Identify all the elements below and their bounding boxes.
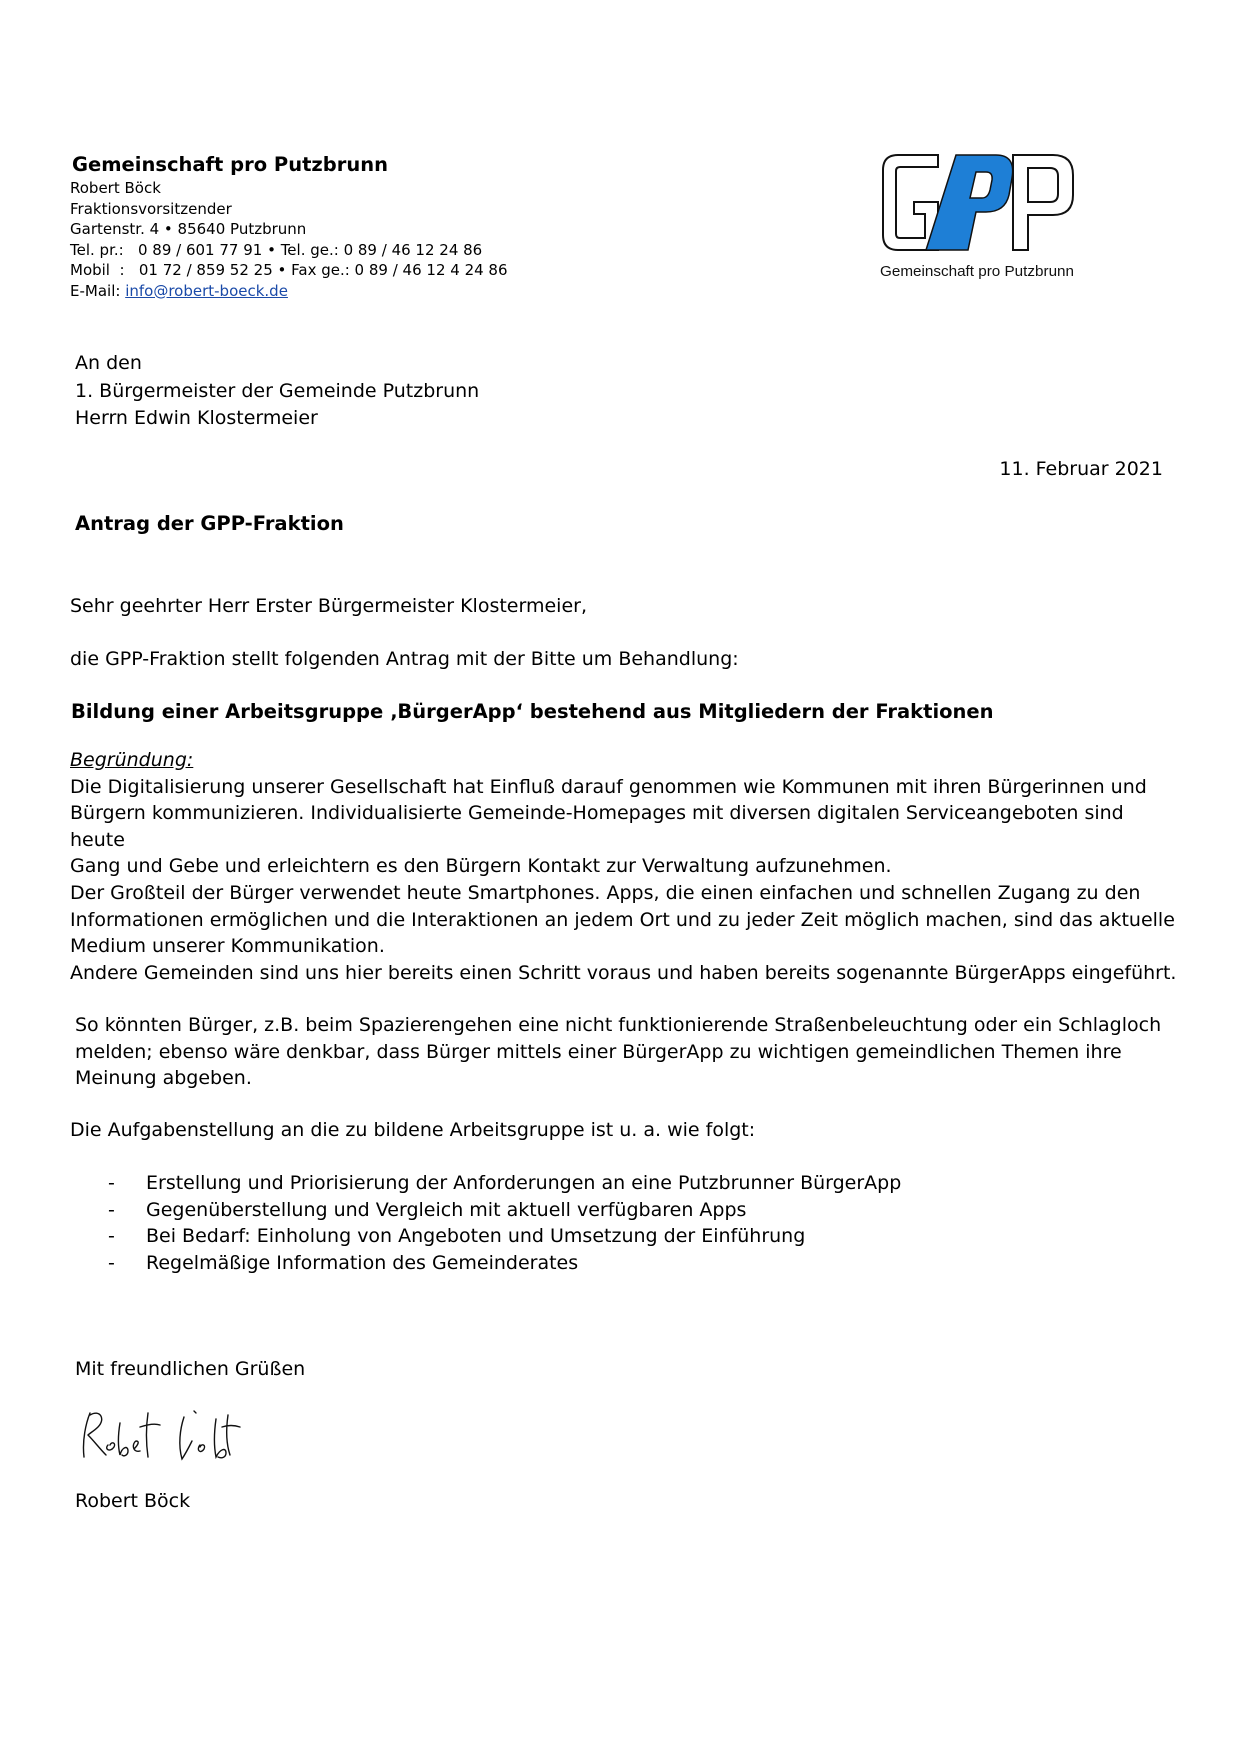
text-line: So könnten Bürger, z.B. beim Spazierengehen eine nicht funktionierende Straßenbeleuchtung oder ein Schlagloch [75,1014,1162,1036]
text-line: Meinung abgeben. [75,1067,252,1089]
paragraph-examples [75,1012,1185,1092]
recipient-line: Herrn Edwin Klostermeier [75,407,318,429]
text-line: Bürgern kommunizieren. Individualisierte Gemeinde-Homepages mit diversen digitalen Serviceangeboten sind heute [70,802,1124,851]
email-link[interactable]: info@robert-boeck.de [125,281,288,300]
intro-sentence: die GPP-Fraktion stellt folgenden Antrag mit der Bitte um Behandlung: [70,648,739,670]
begruendung-label: Begründung: [70,749,194,771]
list-item [108,1250,901,1277]
list-item-text: Bei Bedarf: Einholung von Angeboten und Umsetzung der Einführung [146,1225,806,1247]
list-item [108,1170,901,1197]
letter-date: 11. Februar 2021 [999,458,1163,480]
text-line: melden; ebenso wäre denkbar, dass Bürger mittels einer BürgerApp zu wichtigen gemeindlichen Themen ihre [75,1040,1122,1063]
list-item [108,1197,901,1224]
letter-heading: Antrag der GPP-Fraktion [75,512,344,535]
logo-letter-p-outline [1013,155,1073,250]
list-item-text: Erstellung und Priorisierung der Anforderungen an eine Putzbrunner BürgerApp [146,1172,902,1194]
list-bullet: - [108,1225,115,1247]
task-list [108,1170,901,1276]
sender-organization: Gemeinschaft pro Putzbrunn [72,153,388,176]
text-line: Medium unserer Kommunikation. [70,935,385,957]
sender-email-line [70,281,508,302]
list-item-text: Regelmäßige Information des Gemeinderates [146,1251,579,1274]
sender-street: Gartenstr. 4 • 85640 Putzbrunn [70,220,307,238]
closing-phrase: Mit freundlichen Grüßen [75,1358,306,1380]
list-bullet: - [108,1251,115,1274]
text-line: Die Digitalisierung unserer Gesellschaft hat Einfluß darauf genommen wie Kommunen mit ihren Bürgerinnen und [70,775,1147,798]
list-item [108,1223,901,1250]
signer-name: Robert Böck [75,1490,191,1512]
subject-line: Bildung einer Arbeitsgruppe ‚BürgerApp‘ bestehend aus Mitgliedern der Fraktionen [71,700,994,723]
sender-phone: Tel. pr.: 0 89 / 601 77 91 • Tel. ge.: 0 89 / 46 12 24 86 [70,240,483,259]
sender-mobile: Mobil : 01 72 / 859 52 25 • Fax ge.: 0 89 / 46 12 4 24 86 [70,261,508,279]
handwritten-signature [76,1405,246,1470]
text-line: Andere Gemeinden sind uns hier bereits einen Schritt voraus und haben bereits sogenannte BürgerApps eingeführt. [70,961,1177,984]
list-item-text: Gegenüberstellung und Vergleich mit aktuell verfügbaren Apps [146,1198,747,1221]
sender-role: Fraktionsvorsitzender [70,199,232,218]
recipient-address [75,350,479,433]
paragraph-smartphones [70,880,1180,986]
email-label: E-Mail: [70,281,126,300]
gpp-logo [878,150,1078,285]
list-bullet: - [108,1198,115,1221]
list-bullet: - [108,1172,115,1194]
text-line: Der Großteil der Bürger verwendet heute Smartphones. Apps, die einen einfachen und schnellen Zugang zu den [70,882,1141,904]
recipient-line: 1. Bürgermeister der Gemeinde Putzbrunn [75,379,480,402]
text-line: Informationen ermöglichen und die Interaktionen an jedem Ort und zu jeder Zeit möglich machen, sind das aktuelle [70,908,1175,931]
logo-caption: Gemeinschaft pro Putzbrunn [880,263,1074,280]
sender-contact-block [70,178,508,301]
salutation: Sehr geehrter Herr Erster Bürgermeister Klostermeier, [70,595,587,617]
text-line: Gang und Gebe und erleichtern es den Bürgern Kontakt zur Verwaltung aufzunehmen. [70,855,892,877]
sender-person: Robert Böck [70,179,161,197]
paragraph-tasks-intro: Die Aufgabenstellung an die zu bildene Arbeitsgruppe ist u. a. wie folgt: [70,1119,756,1141]
recipient-line: An den [75,352,142,374]
paragraph-begruendung [70,747,1180,880]
